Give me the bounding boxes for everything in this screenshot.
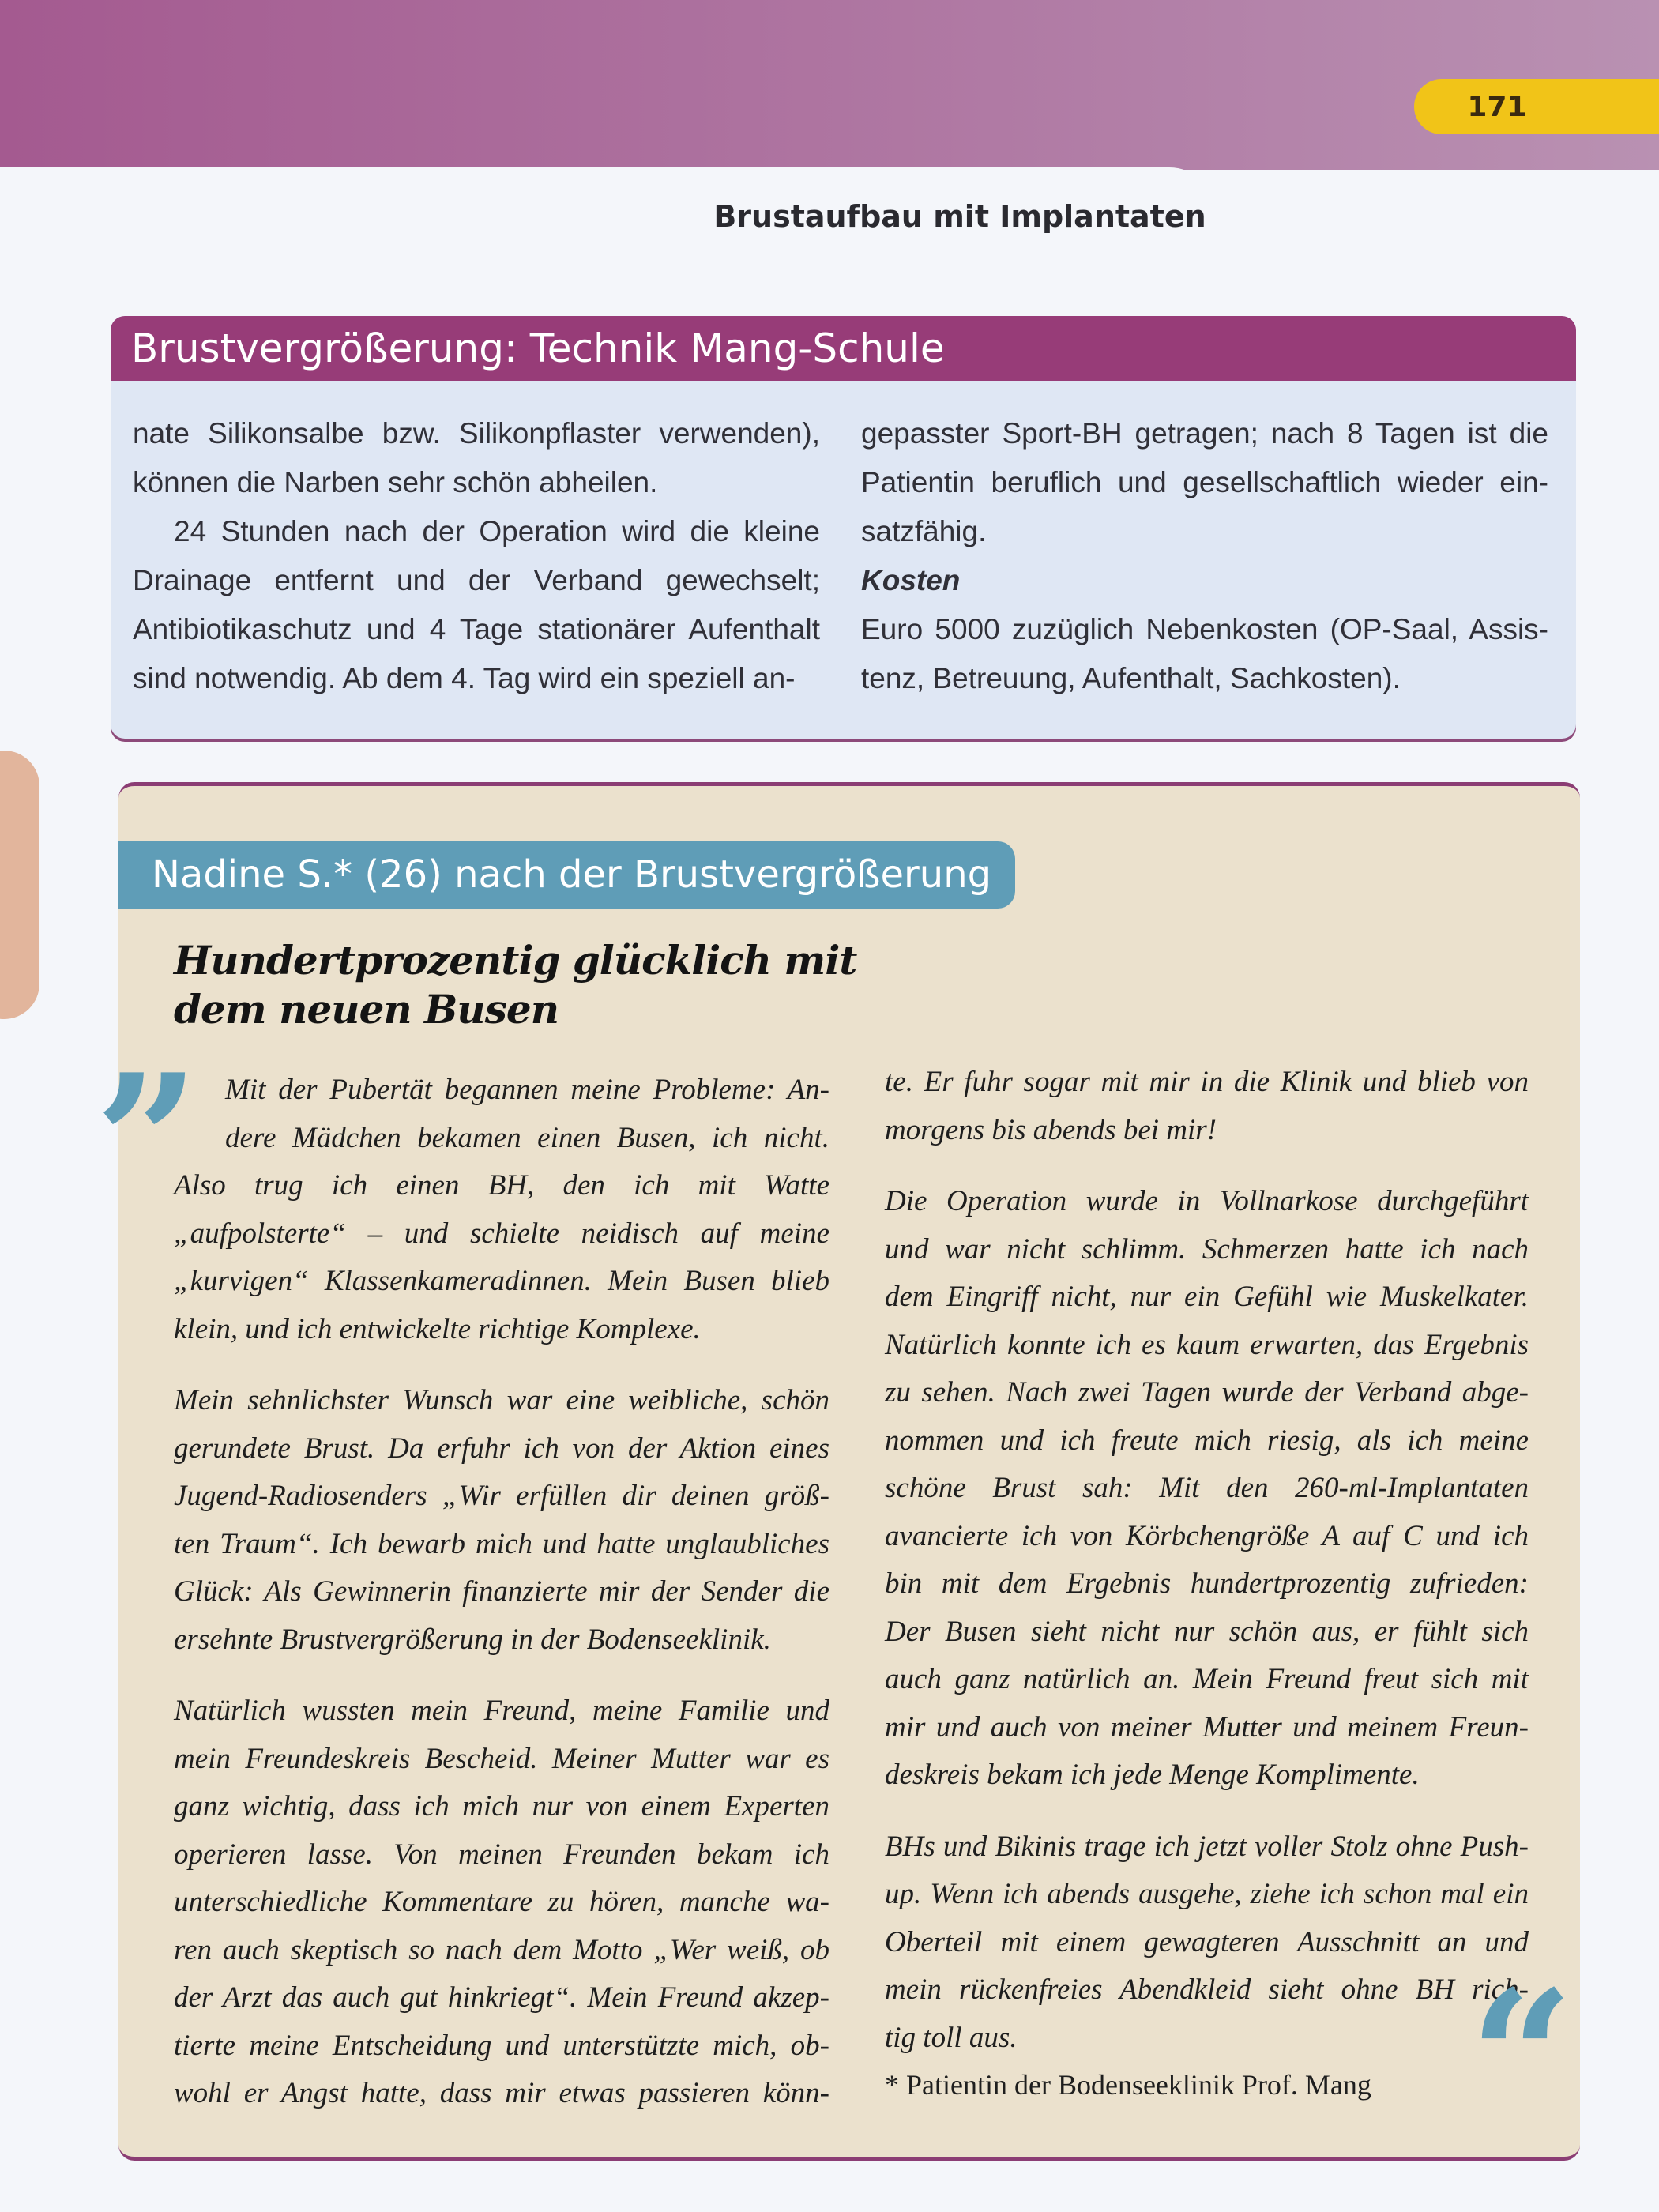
text-line: Also trug ich einen BH, den ich mit Watte xyxy=(174,1169,830,1202)
text-line: können die Narben sehr schön abheilen. xyxy=(133,466,658,498)
text-line: „aufpolsterte“ – und schielte neidisch auf meine xyxy=(174,1217,830,1250)
text-line: nate Silikonsalbe bzw. Silikonpflaster verwenden), xyxy=(133,417,820,450)
text-line: Mit der Pubertät begannen meine Probleme: An- xyxy=(225,1074,830,1106)
text-line: Mein sehnlichster Wunsch war eine weibliche, schön xyxy=(174,1384,830,1416)
paragraph xyxy=(174,1687,830,2118)
text-line: ersehnte Brustvergrößerung in der Bodenseeklinik. xyxy=(174,1623,771,1656)
text-line: morgens bis abends bei mir! xyxy=(885,1113,1217,1146)
page-number: 171 xyxy=(1414,79,1659,134)
info-right-column xyxy=(861,409,1548,703)
text-line: Euro 5000 zuzüglich Nebenkosten (OP-Saal, Assis- xyxy=(861,613,1548,645)
headline-line: Hundertprozentig glücklich mit xyxy=(174,937,857,984)
paragraph xyxy=(885,1178,1529,1800)
testimonial-tag: Nadine S.* (26) nach der Brustvergrößerung xyxy=(118,841,1015,908)
text-line: Natürlich wussten mein Freund, meine Familie und xyxy=(174,1695,830,1727)
paragraph xyxy=(174,1377,830,1664)
text-line: „kurvigen“ Klassenkameradinnen. Mein Busen blieb xyxy=(174,1265,830,1297)
paragraph xyxy=(885,1823,1529,2063)
text-line: auch ganz natürlich an. Mein Freund freut sich mit xyxy=(885,1663,1529,1695)
text-line: dem Eingriff nicht, nur ein Gefühl wie Muskelkater. xyxy=(885,1281,1529,1313)
info-left-column xyxy=(133,409,820,703)
text-line: klein, und ich entwickelte richtige Komplexe. xyxy=(174,1312,701,1345)
text-line: Jugend-Radiosenders „Wir erfüllen dir deinen größ- xyxy=(174,1480,830,1512)
open-quote-icon: ” xyxy=(95,1035,200,1248)
text-line: Patientin beruflich und gesellschaftlich wieder ein- xyxy=(861,466,1548,498)
text-line: gepasster Sport-BH getragen; nach 8 Tagen ist die xyxy=(861,417,1548,450)
text-line: Oberteil mit einem gewagteren Ausschnitt an und xyxy=(885,1925,1529,1958)
text-line: mein Freundeskreis Bescheid. Meiner Mutter war es xyxy=(174,1742,830,1775)
text-line: te. Er fuhr sogar mit mir in die Klinik und blieb von xyxy=(885,1066,1529,1098)
text-line: 24 Stunden nach der Operation wird die kleine xyxy=(174,515,820,547)
text-line: up. Wenn ich abends ausgehe, ziehe ich schon mal ein xyxy=(885,1878,1529,1910)
text-line: avancierte ich von Körbchengröße A auf C und ich xyxy=(885,1519,1529,1552)
info-box xyxy=(111,316,1576,739)
text-line: mir und auch von meiner Mutter und meinem Freun- xyxy=(885,1710,1529,1744)
text-line: nommen und ich freute mich riesig, als ich meine xyxy=(885,1424,1529,1457)
info-box-title: Brustvergrößerung: Technik Mang-Schule xyxy=(111,316,1576,381)
text-line: wohl er Angst hatte, dass mir etwas passieren könn- xyxy=(174,2077,830,2109)
text-line: bin mit dem Ergebnis hundertprozentig zufrieden: xyxy=(885,1567,1529,1600)
thumb xyxy=(0,750,40,1019)
text-line: Natürlich konnte ich es kaum erwarten, das Ergebnis xyxy=(885,1328,1529,1361)
text-line: und war nicht schlimm. Schmerzen hatte ich nach xyxy=(885,1232,1529,1266)
text-line: operieren lasse. Von meinen Freunden bekam ich xyxy=(174,1838,830,1871)
text-line: ten Traum“. Ich bewarb mich und hatte unglaubliches xyxy=(174,1527,830,1560)
text-line: ren auch skeptisch so nach dem Motto „Wer weiß, ob xyxy=(174,1933,830,1966)
headline-line: dem neuen Busen xyxy=(174,986,559,1033)
text-line: deskreis bekam ich jede Menge Komplimente. xyxy=(885,1759,1420,1791)
text-line: dere Mädchen bekamen einen Busen, ich nicht. xyxy=(225,1121,830,1154)
text-line: mein rückenfreies Abendkleid sieht ohne BH rich- xyxy=(885,1973,1529,2006)
testimonial-headline xyxy=(174,936,856,1034)
text-line: Antibiotikaschutz und 4 Tage stationärer Aufenthalt xyxy=(133,613,820,645)
paragraph xyxy=(174,1066,830,1353)
text-line: zu sehen. Nach zwei Tagen wurde der Verband abge- xyxy=(885,1376,1529,1409)
testimonial-right-column xyxy=(885,1059,1529,2101)
text-line: tierte meine Entscheidung und unterstützte mich, ob- xyxy=(174,2029,830,2062)
text-line: tig toll aus. xyxy=(885,2021,1018,2054)
paragraph xyxy=(885,1059,1529,1154)
testimonial-left-column xyxy=(174,1066,830,2142)
text-line: Drainage entfernt und der Verband gewechselt; xyxy=(133,564,820,596)
running-head: Brustaufbau mit Implantaten xyxy=(713,199,1206,234)
text-line: BHs und Bikinis trage ich jetzt voller Stolz ohne Push- xyxy=(885,1830,1529,1863)
text-line: satzfähig. xyxy=(861,515,987,547)
text-line: schöne Brust sah: Mit den 260-ml-Implantaten xyxy=(885,1472,1529,1504)
close-quote-icon: “ xyxy=(1469,1951,1574,2165)
footnote: * Patientin der Bodenseeklinik Prof. Mang xyxy=(885,2069,1371,2101)
text-line: Der Busen sieht nicht nur schön aus, er fühlt sich xyxy=(885,1615,1529,1648)
text-line: Die Operation wurde in Vollnarkose durchgeführt xyxy=(885,1185,1529,1217)
text-line: Glück: Als Gewinnerin finanzierte mir der Sender die xyxy=(174,1575,830,1608)
text-line: gerundete Brust. Da erfuhr ich von der Aktion eines xyxy=(174,1431,830,1465)
text-line: unterschiedliche Kommentare zu hören, manche wa- xyxy=(174,1886,830,1918)
text-line: sind notwendig. Ab dem 4. Tag wird ein speziell an- xyxy=(133,662,796,694)
text-line: der Arzt das auch gut hinkriegt“. Mein Freund akzep- xyxy=(174,1981,830,2014)
text-line: ganz wichtig, dass ich mich nur von einem Experten xyxy=(174,1790,830,1823)
cost-heading: Kosten xyxy=(861,564,961,596)
text-line: tenz, Betreuung, Aufenthalt, Sachkosten). xyxy=(861,662,1401,694)
